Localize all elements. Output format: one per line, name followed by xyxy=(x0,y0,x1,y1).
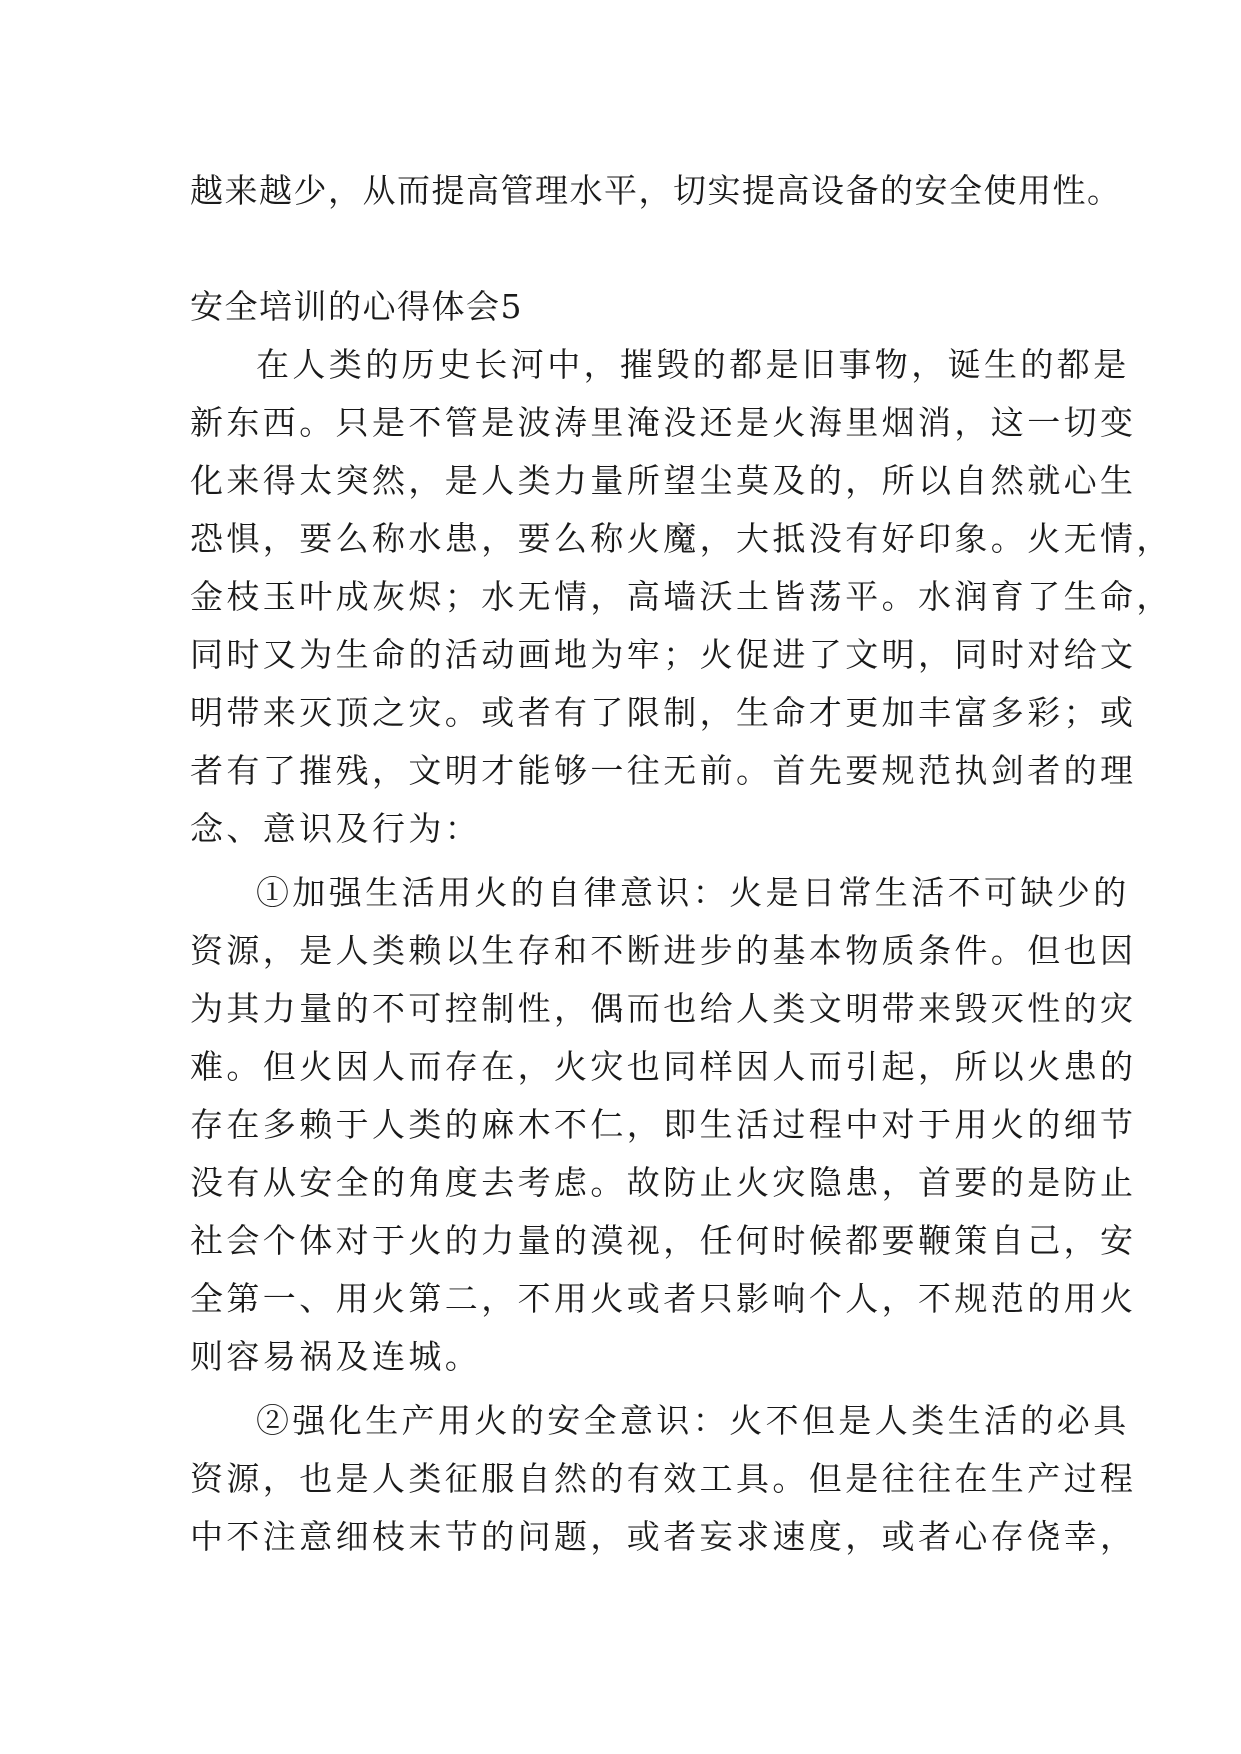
paragraph-line: 没有从安全的角度去考虑。故防止火灾隐患，首要的是防止 xyxy=(190,1163,1137,1202)
paragraph-line: 恐惧，要么称水患，要么称火魔，大抵没有好印象。火无情， xyxy=(190,519,1173,558)
section-heading: 安全培训的心得体会5 xyxy=(190,287,523,326)
paragraph-line: 中不注意细枝末节的问题，或者妄求速度，或者心存侥幸， xyxy=(190,1517,1137,1556)
paragraph-line: 资源，也是人类征服自然的有效工具。但是往往在生产过程 xyxy=(190,1459,1137,1498)
paragraph-line: 资源，是人类赖以生存和不断进步的基本物质条件。但也因 xyxy=(190,931,1137,970)
paragraph-line: 在人类的历史长河中，摧毁的都是旧事物，诞生的都是 xyxy=(256,345,1130,384)
paragraph-line: 明带来灭顶之灾。或者有了限制，生命才更加丰富多彩；或 xyxy=(190,693,1137,732)
paragraph-intro xyxy=(190,336,1173,858)
paragraph-line: 社会个体对于火的力量的漠视，任何时候都要鞭策自己，安 xyxy=(190,1221,1137,1260)
paragraph-line: 化来得太突然，是人类力量所望尘莫及的，所以自然就心生 xyxy=(190,461,1137,500)
document-page xyxy=(190,162,1173,1566)
paragraph-line: 为其力量的不可控制性，偶而也给人类文明带来毁灭性的灾 xyxy=(190,989,1137,1028)
paragraph-line: 难。但火因人而存在，火灾也同样因人而引起，所以火患的 xyxy=(190,1047,1137,1086)
paragraph-line: 者有了摧残，文明才能够一往无前。首先要规范执剑者的理 xyxy=(190,751,1137,790)
paragraph-line: 念、意识及行为： xyxy=(190,809,482,848)
paragraph-point-1 xyxy=(190,864,1137,1386)
paragraph-line: 则容易祸及连城。 xyxy=(190,1337,482,1376)
paragraph-line: 全第一、用火第二，不用火或者只影响个人，不规范的用火 xyxy=(190,1279,1137,1318)
paragraph-line: 新东西。只是不管是波涛里淹没还是火海里烟消，这一切变 xyxy=(190,403,1137,442)
lead-line: 越来越少，从而提高管理水平，切实提高设备的安全使用性。 xyxy=(190,171,1122,210)
paragraph-point-2 xyxy=(190,1392,1137,1566)
paragraph-line: ②强化生产用火的安全意识：火不但是人类生活的必具 xyxy=(256,1401,1130,1440)
paragraph-line: ①加强生活用火的自律意识：火是日常生活不可缺少的 xyxy=(256,873,1130,912)
paragraph-line: 金枝玉叶成灰烬；水无情，高墙沃土皆荡平。水润育了生命， xyxy=(190,577,1173,616)
paragraph-line: 同时又为生命的活动画地为牢；火促进了文明，同时对给文 xyxy=(190,635,1137,674)
paragraph-line: 存在多赖于人类的麻木不仁，即生活过程中对于用火的细节 xyxy=(190,1105,1137,1144)
